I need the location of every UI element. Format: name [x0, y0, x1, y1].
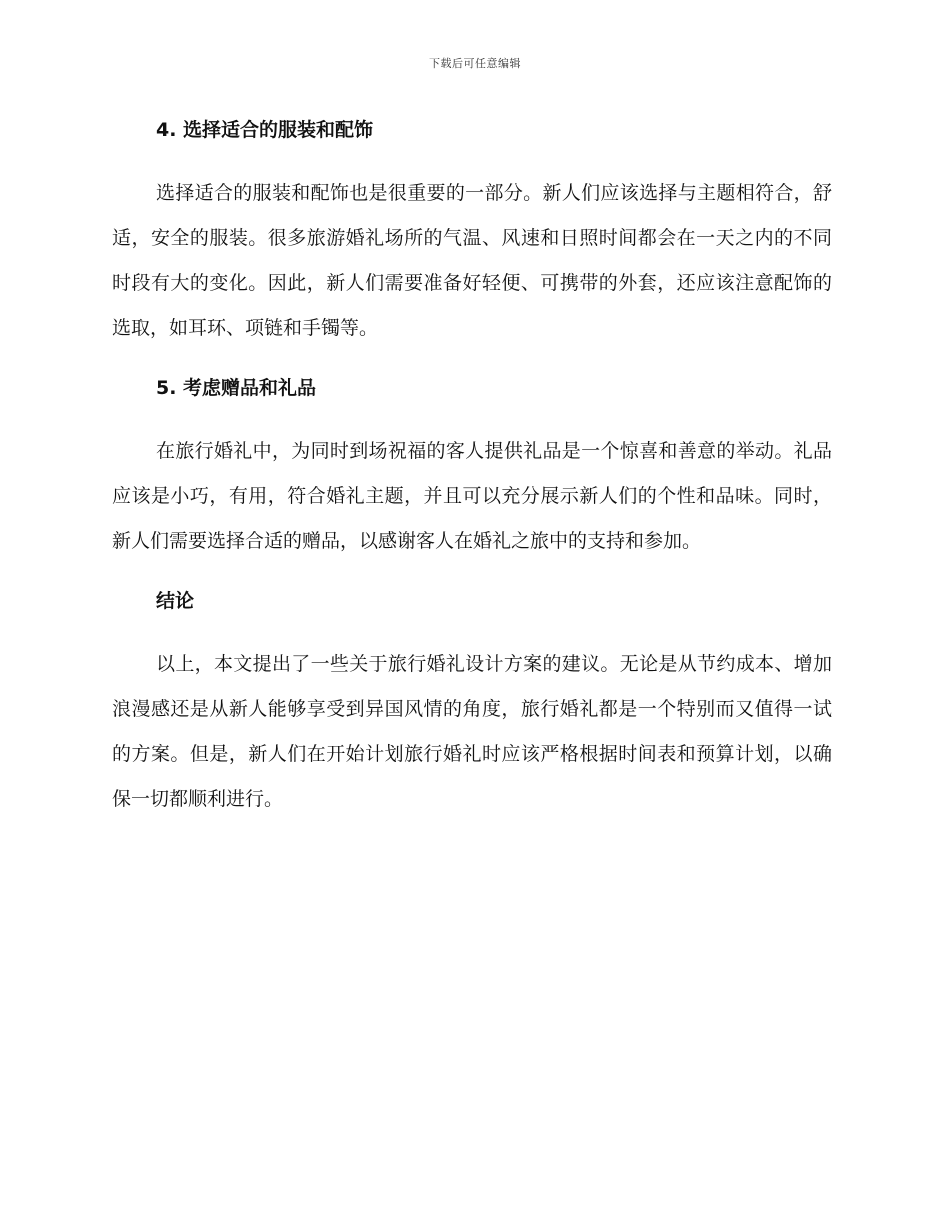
section-heading: 4. 选择适合的服装和配饰: [156, 119, 374, 141]
section-gifts: [112, 373, 832, 564]
section-paragraph: 选择适合的服装和配饰也是很重要的一部分。新人们应该选择与主题相符合，舒适，安全的服装。很多旅游婚礼场所的气温、风速和日照时间都会在一天之内的不同时段有大的变化。因此，新人们需要准备好轻便、可携带的外套，还应该注意配饰的选取，如耳环、项链和手镯等。: [112, 182, 832, 339]
section-clothing: [112, 115, 832, 351]
section-conclusion: [112, 586, 832, 822]
page-header: 下载后可任意编辑: [429, 57, 521, 70]
section-heading: 5. 考虑赠品和礼品: [156, 377, 317, 399]
section-heading: 结论: [156, 590, 195, 612]
section-paragraph: 以上，本文提出了一些关于旅行婚礼设计方案的建议。无论是从节约成本、增加浪漫感还是从新人能够享受到异国风情的角度，旅行婚礼都是一个特别而又值得一试的方案。但是，新人们在开始计划旅行婚礼时应该严格根据时间表和预算计划，以确保一切都顺利进行。: [112, 653, 832, 810]
document-body: [112, 115, 832, 822]
section-paragraph: 在旅行婚礼中，为同时到场祝福的客人提供礼品是一个惊喜和善意的举动。礼品应该是小巧，有用，符合婚礼主题，并且可以充分展示新人们的个性和品味。同时，新人们需要选择合适的赠品，以感谢客人在婚礼之旅中的支持和参加。: [112, 440, 832, 552]
